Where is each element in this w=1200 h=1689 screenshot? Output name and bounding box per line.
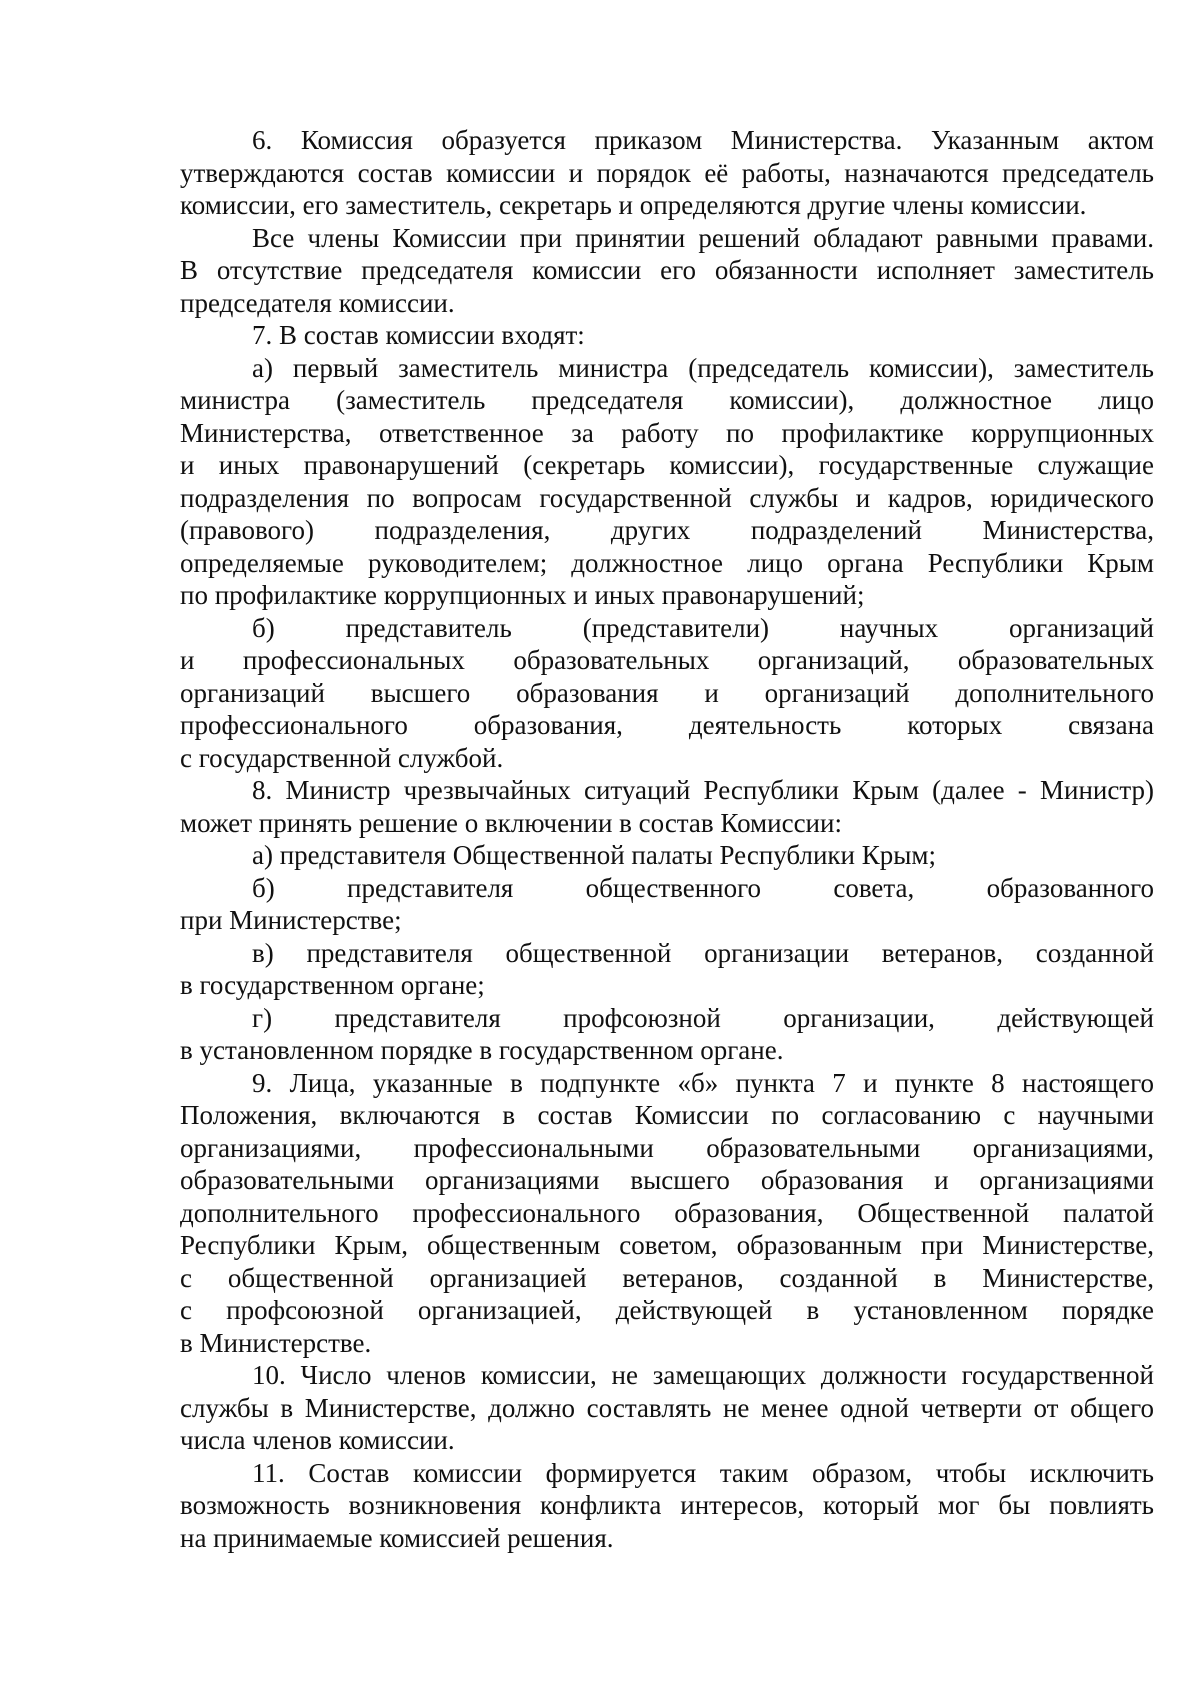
text-line: в установленном порядке в государственном органе.	[180, 1035, 784, 1065]
text-line: по профилактике коррупционных и иных правонарушений;	[180, 580, 865, 610]
paragraph-10	[180, 1359, 1154, 1457]
paragraph-7a	[180, 352, 1154, 612]
text-line: 6. Комиссия образуется приказом Министерства. Указанным актом	[252, 125, 1154, 155]
text-line: возможность возникновения конфликта интересов, который мог бы повлиять	[180, 1490, 1154, 1520]
text-line: Все члены Комиссии при принятии решений обладают равными правами.	[252, 222, 1154, 253]
text-line: при Министерстве;	[180, 905, 402, 935]
paragraph-8	[180, 774, 1154, 839]
text-line: а) первый заместитель министра (председатель комиссии), заместитель	[252, 352, 1154, 383]
text-line: числа членов комиссии.	[180, 1425, 455, 1455]
paragraph-7b	[180, 612, 1154, 775]
text-line: с общественной организацией ветеранов, созданной в Министерстве,	[180, 1262, 1154, 1293]
text-line: с профсоюзной организацией, действующей в установленном порядке	[180, 1295, 1154, 1325]
paragraph-6	[180, 124, 1154, 222]
text-line: 7. В состав комиссии входят:	[252, 320, 585, 350]
paragraph-9	[180, 1067, 1154, 1360]
text-line: 9. Лица, указанные в подпункте «б» пункта 7 и пункте 8 настоящего	[252, 1067, 1154, 1098]
text-line: В отсутствие председателя комиссии его обязанности исполняет заместитель	[180, 255, 1154, 285]
text-line: образовательными организациями высшего образования и организациями	[180, 1165, 1154, 1195]
text-line: утверждаются состав комиссии и порядок её работы, назначаются председатель	[180, 157, 1154, 188]
text-line: а) представителя Общественной палаты Республики Крым;	[252, 840, 936, 870]
text-line: на принимаемые комиссией решения.	[180, 1522, 614, 1553]
paragraph-6-rights	[180, 222, 1154, 320]
text-line: Положения, включаются в состав Комиссии по согласованию с научными	[180, 1100, 1154, 1130]
text-line: в государственном органе;	[180, 970, 485, 1000]
text-line: в) представителя общественной организации ветеранов, созданной	[252, 937, 1154, 968]
text-line: министра (заместитель председателя комиссии), должностное лицо	[180, 385, 1154, 415]
text-line: профессионального образования, деятельность которых связана	[180, 710, 1154, 740]
text-line: определяемые руководителем; должностное лицо органа Республики Крым	[180, 547, 1154, 578]
text-line: организациями, профессиональными образовательными организациями,	[180, 1132, 1154, 1163]
text-line: подразделения по вопросам государственной службы и кадров, юридического	[180, 482, 1154, 513]
text-line: 10. Число членов комиссии, не замещающих должности государственной	[252, 1360, 1154, 1390]
text-line: дополнительного профессионального образования, Общественной палатой	[180, 1197, 1154, 1228]
text-line: может принять решение о включении в состав Комиссии:	[180, 807, 842, 838]
text-line: Министерства, ответственное за работу по профилактике коррупционных	[180, 417, 1154, 448]
paragraph-11	[180, 1457, 1154, 1555]
text-line: 11. Состав комиссии формируется таким образом, чтобы исключить	[252, 1457, 1154, 1488]
document-page	[180, 124, 1154, 1554]
text-line: и профессиональных образовательных организаций, образовательных	[180, 645, 1154, 675]
text-line: с государственной службой.	[180, 742, 504, 773]
text-line: и иных правонарушений (секретарь комиссии), государственные служащие	[180, 450, 1154, 480]
text-line: 8. Министр чрезвычайных ситуаций Республики Крым (далее - Министр)	[252, 775, 1154, 805]
text-line: службы в Министерстве, должно составлять не менее одной четверти от общего	[180, 1392, 1154, 1423]
text-line: (правового) подразделения, других подразделений Министерства,	[180, 515, 1154, 545]
paragraph-8b	[180, 872, 1154, 937]
text-line: комиссии, его заместитель, секретарь и определяются другие члены комиссии.	[180, 190, 1087, 220]
text-line: председателя комиссии.	[180, 287, 455, 318]
text-line: б) представитель (представители) научных организаций	[252, 612, 1154, 643]
text-line: Республики Крым, общественным советом, образованным при Министерстве,	[180, 1230, 1154, 1260]
paragraph-8a	[180, 839, 1154, 872]
text-line: б) представителя общественного совета, образованного	[252, 872, 1154, 903]
paragraph-8g	[180, 1002, 1154, 1067]
text-line: в Министерстве.	[180, 1327, 372, 1358]
text-line: организаций высшего образования и организаций дополнительного	[180, 677, 1154, 708]
paragraph-8v	[180, 937, 1154, 1002]
text-line: г) представителя профсоюзной организации, действующей	[252, 1002, 1154, 1033]
paragraph-7	[180, 319, 1154, 352]
